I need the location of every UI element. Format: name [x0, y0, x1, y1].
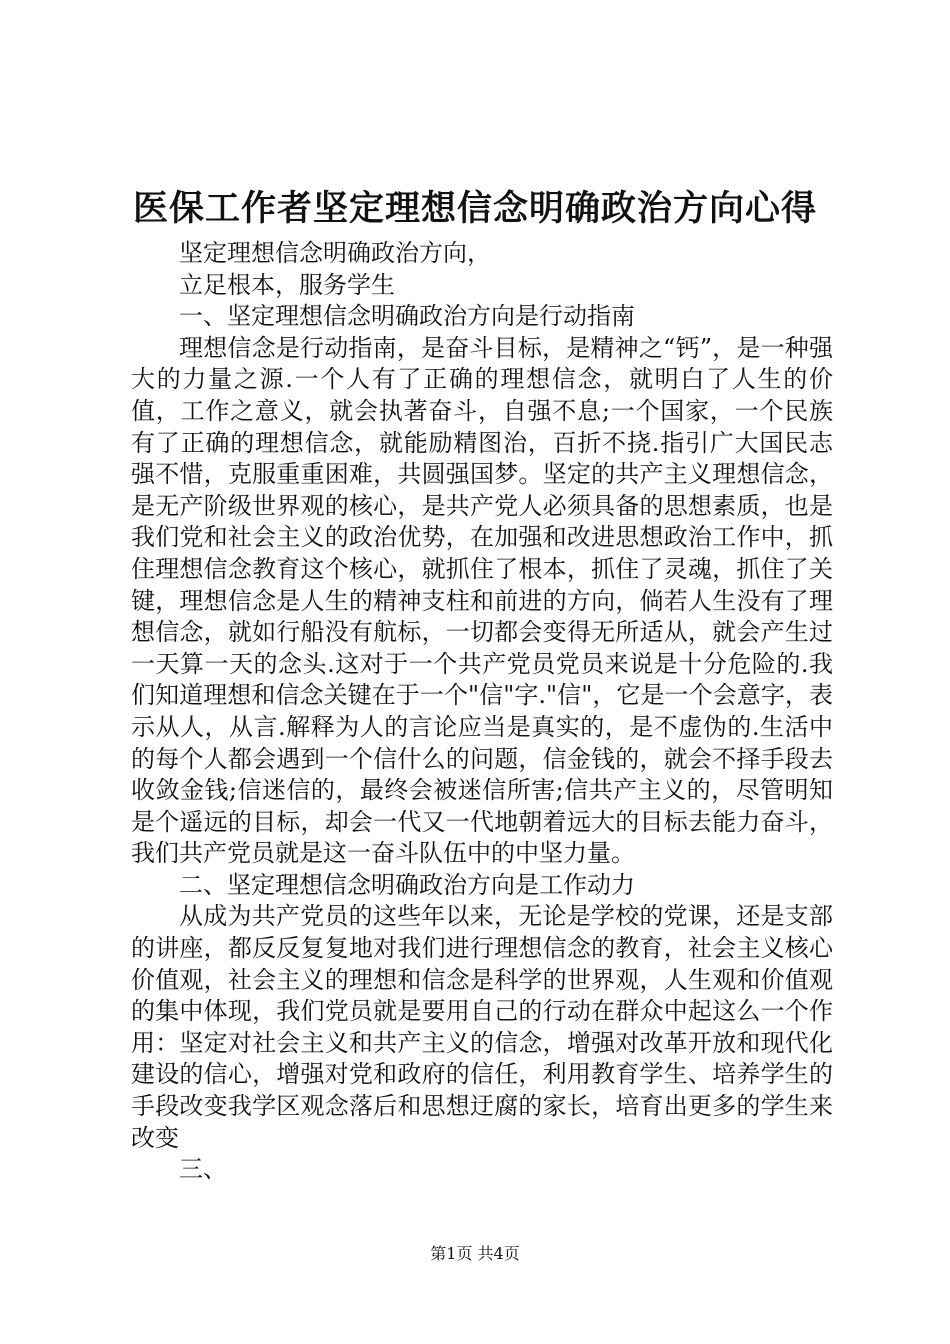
section-heading-3: 三、	[179, 1155, 227, 1184]
document-title: 医保工作者坚定理想信念明确政治方向心得	[132, 188, 817, 229]
section-heading-1: 一、坚定理想信念明确政治方向是行动指南	[179, 302, 635, 331]
document-body	[131, 238, 833, 1186]
intro-line-2: 立足根本，服务学生	[179, 270, 395, 299]
intro-line-1: 坚定理想信念明确政治方向，	[179, 239, 491, 267]
paragraph-1: 理想信念是行动指南，是奋斗目标，是精神之“钙”，是一种强大的力量之源.一个人有了正确的理想信念，就明白了人生的价值，工作之意义，就会执著奋斗，自强不息;一个国家，一个民族有了正确的理想信念，就能励精图治，百折不挠.指引广大国民志强不惜，克服重重困难，共圆强国梦。坚定的共产主义理想信念，是无产阶级世界观的核心，是共产党人必须具备的思想素质，也是我们党和社会主义的政治优势，在加强和改进思想政治工作中，抓住理想信念教育这个核心，就抓住了根本，抓住了灵魂，抓住了关键，理想信念是人生的精神支柱和前进的方向，倘若人生没有了理想信念，就如行船没有航标，一切都会变得无所适从，就会产生过一天算一天的念头.这对于一个共产党员党员来说是十分危险的.我们知道理想和信念关键在于一个"信"字."信"，它是一个会意字，表示从人，从言.解释为人的言论应当是真实的，是不虚伪的.生活中的每个人都会遇到一个信什么的问题，信金钱的，就会不择手段去收敛金钱;信迷信的，最终会被迷信所害;信共产主义的，尽管明知是个遥远的目标，却会一代又一代地朝着远大的目标去能力奋斗，我们共产党员就是这一奋斗队伍中的中坚力量。	[131, 333, 833, 868]
paragraph-2: 从成为共产党员的这些年以来，无论是学校的党课，还是支部的讲座，都反反复复地对我们进行理想信念的教育，社会主义核心价值观，社会主义的理想和信念是科学的世界观，人生观和价值观的集中体现，我们党员就是要用自己的行动在群众中起这么一个作用：坚定对社会主义和共产主义的信念，增强对改革开放和现代化建设的信心，增强对党和政府的信任，利用教育学生、培养学生的手段改变我学区观念落后和思想迂腐的家长，培育出更多的学生来改变	[131, 902, 833, 1152]
section-heading-2: 二、坚定理想信念明确政治方向是工作动力	[179, 870, 635, 899]
page-footer: 第1页 共4页	[430, 1244, 520, 1263]
